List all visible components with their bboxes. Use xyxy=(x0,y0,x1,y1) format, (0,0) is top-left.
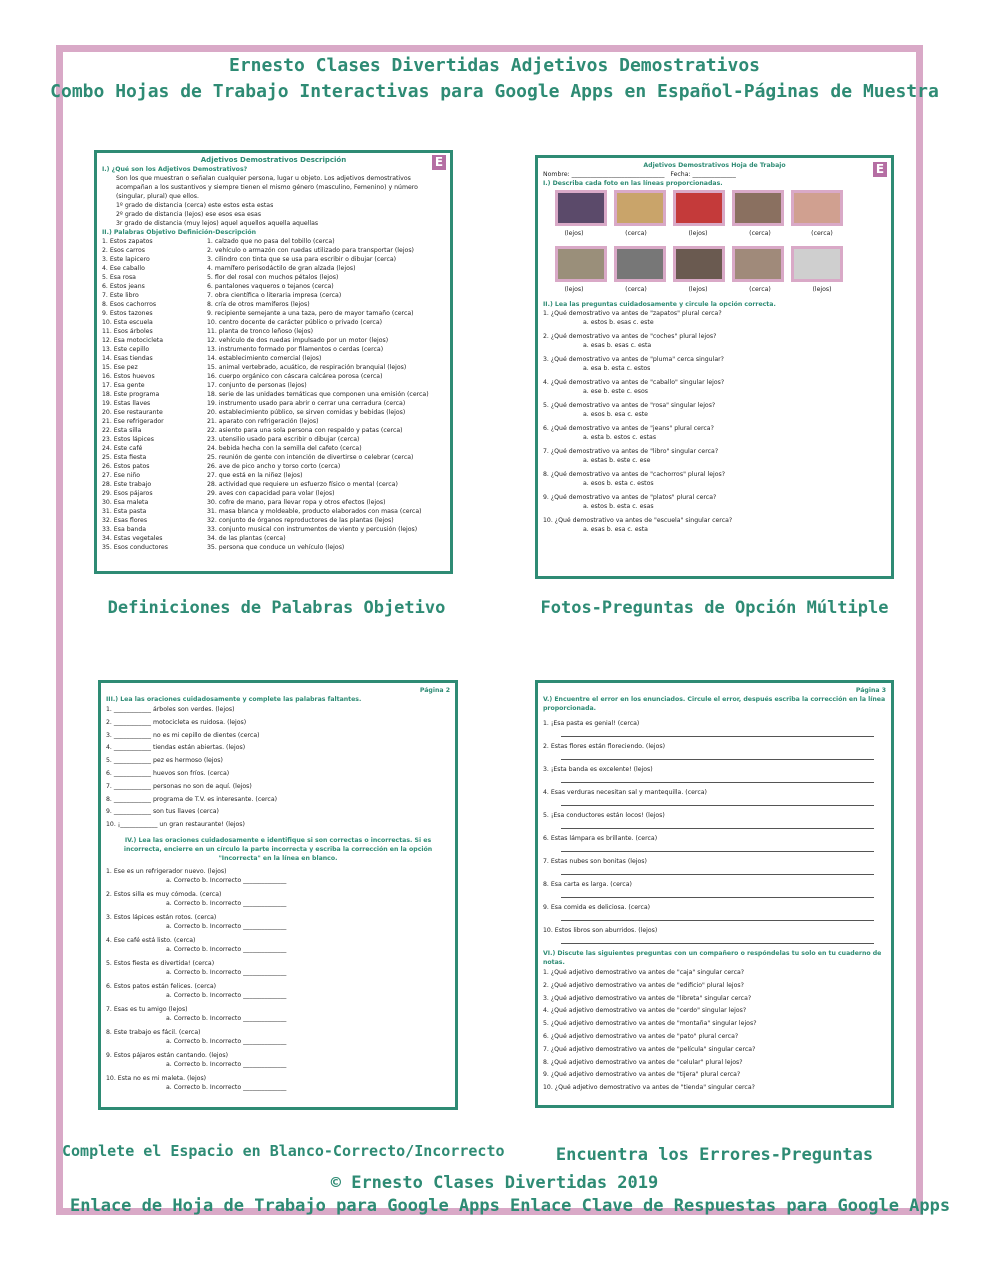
intro-text: Son los que muestran o señalan cualquier persona, lugar u objeto. Los adjetivos demostrativos acompañan a los sustantivos y siempre tienen el mismo género (masculino, Femenino) y número (singular, plural) que ellos. xyxy=(116,175,418,200)
section-heading: II.) Lea las preguntas cuidadosamente y circule la opción correcta. xyxy=(543,301,776,308)
list-item: 12. Esa motocicleta xyxy=(102,337,163,344)
question-text: 3. Estos lápices están rotos. (cerca) xyxy=(106,913,217,921)
section-heading: IV.) Lea las oraciones cuidadosamente e identifique si son correctas o incorrectas. Si es incorrecta, encierre en un círculo la parte incorrecta y escriba la corrección en la opción "Incorrecta" en la línea en blanco. xyxy=(123,836,433,862)
photo-label: (lejos) xyxy=(688,286,708,293)
question-options: a. esta b. estos c. estas xyxy=(583,434,657,441)
list-item: 8. Esa carta es larga. (cerca) xyxy=(543,881,632,888)
worksheet-fill-blank xyxy=(98,680,458,1110)
list-item: 11. Esos árboles xyxy=(102,328,153,335)
section-heading: III.) Lea las oraciones cuidadosamente y complete las palabras faltantes. xyxy=(106,696,362,703)
list-item: 1. ¡Esa pasta es genial! (cerca) xyxy=(543,720,640,727)
list-item: 25. Esta fiesta xyxy=(102,454,147,461)
question-text: 5. Estos fiesta es divertida! (cerca) xyxy=(106,959,215,967)
list-item: 6. ____________ huevos son fríos. (cerca) xyxy=(106,769,230,777)
section-heading: VI.) Discute las siguientes preguntas con un compañero o respóndelas tu solo en tu cuaderno de notas. xyxy=(543,950,882,966)
list-item: 21. aparato con refrigeración (lejos) xyxy=(207,418,319,425)
list-item: 4. ¿Qué adjetivo demostrativo va antes de "cerdo" singular lejos? xyxy=(543,1007,747,1015)
list-item: 5. Esa rosa xyxy=(102,274,136,281)
list-item: 10. Esta escuela xyxy=(102,319,153,326)
demonstrative-table xyxy=(102,201,445,228)
list-item: 10. Estos libros son aburridos. (lejos) xyxy=(543,927,658,934)
list-item: 8. Esos cachorros xyxy=(102,301,157,308)
section-heading: I.) ¿Qué son los Adjetivos Demostrativos? xyxy=(102,166,248,173)
list-item: 17. conjunto de personas (lejos) xyxy=(207,382,307,389)
answer-line[interactable] xyxy=(561,751,874,760)
list-item: 25. reunión de gente con intención de divertirse o celebrar (cerca) xyxy=(207,454,414,461)
answer-options: a. Correcto b. Incorrecto ______________ xyxy=(166,1037,287,1045)
photo-image xyxy=(555,246,607,282)
question-text: 8. ¿Qué demostrativo va antes de "cachorros" plural lejos? xyxy=(543,471,726,478)
answer-options: a. Correcto b. Incorrecto ______________ xyxy=(166,945,287,953)
sheet-title: Adjetivos Demostrativos Descripción xyxy=(200,156,347,164)
question-text: 1. Ese es un refrigerador nuevo. (lejos) xyxy=(106,867,227,875)
list-item: 35. persona que conduce un vehículo (lejos) xyxy=(207,544,345,551)
answer-options: a. Correcto b. Incorrecto ______________ xyxy=(166,1083,287,1091)
list-item: 6. ¿Qué adjetivo demostrativo va antes de "pato" plural cerca? xyxy=(543,1032,739,1040)
list-item: 21. Ese refrigerador xyxy=(102,418,164,425)
logo-icon: E xyxy=(873,162,887,177)
table-row: 3r grado de distancia (muy lejos) aquel aquellos aquella aquellas xyxy=(116,220,319,227)
section-heading: II.) Palabras Objetivo Definición-Descripción xyxy=(102,229,256,236)
blank-list xyxy=(106,704,450,832)
list-item: 4. Esas verduras necesitan sal y mantequilla. (cerca) xyxy=(543,789,707,796)
list-item: 2. vehículo o armazón con ruedas utilizado para transportar (lejos) xyxy=(207,247,414,254)
answer-options: a. Correcto b. Incorrecto ______________ xyxy=(166,922,287,930)
photo-labels xyxy=(543,285,886,294)
photo-image xyxy=(555,190,607,226)
copyright: © Ernesto Clases Divertidas 2019 xyxy=(330,1173,659,1193)
list-item: 3. ¿Qué adjetivo demostrativo va antes de "libreta" singular cerca? xyxy=(543,994,752,1002)
list-item: 3. ____________ no es mi cepillo de dientes (cerca) xyxy=(106,731,260,739)
list-item: 27. que está en la niñez (lejos) xyxy=(207,472,303,479)
list-item: 19. instrumento usado para abrir o cerrar una cerradura (cerca) xyxy=(207,400,406,407)
list-item: 31. Esta pasta xyxy=(102,508,147,515)
question-text: 3. ¿Qué demostrativo va antes de "pluma" cerca singular? xyxy=(543,356,724,363)
list-item: 33. Esa banda xyxy=(102,526,147,533)
table-row: 2º grado de distancia (lejos) ese esos esa esas xyxy=(116,211,262,218)
list-item: 8. ____________ programa de T.V. es interesante. (cerca) xyxy=(106,795,278,803)
correct-incorrect-list xyxy=(106,867,450,1092)
list-item: 2. ¿Qué adjetivo demostrativo va antes de "edificio" plural lejos? xyxy=(543,981,744,989)
question-text: 5. ¿Qué demostrativo va antes de "rosa" singular lejos? xyxy=(543,402,716,409)
page-number: Página 3 xyxy=(855,687,886,694)
list-item: 13. instrumento formado por filamentos o cerdas (cerca) xyxy=(207,346,384,353)
table-row: 1º grado de distancia (cerca) este estos esta estas xyxy=(116,202,274,209)
photo-row xyxy=(543,188,886,229)
list-item: 27. Ese niño xyxy=(102,472,141,479)
date-field[interactable]: Fecha: ______________ xyxy=(670,171,736,178)
photo-image xyxy=(732,190,784,226)
answer-line[interactable] xyxy=(561,889,874,898)
list-item: 26. ave de pico ancho y torso corto (cerca) xyxy=(207,463,341,470)
list-item: 20. Ese restaurante xyxy=(102,409,163,416)
photo-labels xyxy=(543,229,886,238)
photo-label: (cerca) xyxy=(749,230,771,237)
photo-image xyxy=(673,246,725,282)
list-item: 12. vehículo de dos ruedas impulsado por un motor (lejos) xyxy=(207,337,389,344)
list-item: 1. calzado que no pasa del tobillo (cerca) xyxy=(207,238,335,245)
list-item: 9. ¿Qué adjetivo demostrativo va antes de "tijera" plural cerca? xyxy=(543,1071,741,1079)
list-item: 4. ____________ tiendas están abiertas. (lejos) xyxy=(106,744,246,752)
list-item: 34. de las plantas (cerca) xyxy=(207,535,286,542)
list-item: 30. cofre de mano, para llevar ropa y otros efectos (lejos) xyxy=(207,499,386,506)
list-item: 10. centro docente de carácter público o privado (cerca) xyxy=(207,319,383,326)
worksheet-errors xyxy=(535,680,894,1108)
list-item: 3. ¡Esta banda es excelente! (lejos) xyxy=(543,766,653,773)
list-item: 5. ¡Esa conductores están locos! (lejos) xyxy=(543,812,665,819)
list-item: 18. serie de las unidades temáticas que componen una emisión (cerca) xyxy=(207,391,429,398)
question-text: 10. ¿Qué demostrativo va antes de "escuela" singular cerca? xyxy=(543,517,733,524)
list-item: 2. Esos carros xyxy=(102,247,146,254)
caption-photos: Fotos-Preguntas de Opción Múltiple xyxy=(540,598,889,618)
list-item: 4. Ese caballo xyxy=(102,265,145,272)
list-item: 10. ¿Qué adjetivo demostrativo va antes de "tienda" singular cerca? xyxy=(543,1084,755,1092)
list-item: 3. cilindro con tinta que se usa para escribir o dibujar (cerca) xyxy=(207,256,397,263)
question-options: a. esos b. esa c. este xyxy=(583,411,648,418)
list-item: 22. Esta silla xyxy=(102,427,142,434)
list-item: 28. actividad que requiere un esfuerzo físico o mental (cerca) xyxy=(207,481,398,488)
list-item: 24. Este café xyxy=(102,445,143,452)
list-item: 23. Estos lápices xyxy=(102,436,154,443)
question-text: 1. ¿Qué demostrativo va antes de "zapatos" plural cerca? xyxy=(543,310,722,317)
answer-options: a. Correcto b. Incorrecto ______________ xyxy=(166,991,287,999)
question-options: a. estos b. esta c. esas xyxy=(583,503,654,510)
discussion-list xyxy=(543,967,886,1095)
question-options: a. esos b. esta c. estos xyxy=(583,480,654,487)
question-options: a. estas b. este c. ese xyxy=(583,457,651,464)
list-item: 19. Estas llaves xyxy=(102,400,151,407)
list-item: 7. obra científica o literaria impresa (cerca) xyxy=(207,292,342,299)
list-item: 15. animal vertebrado, acuático, de respiración branquial (lejos) xyxy=(207,364,407,371)
list-item: 16. cuerpo orgánico con cáscara calcárea porosa (cerca) xyxy=(207,373,383,380)
list-item: 14. establecimiento comercial (lejos) xyxy=(207,355,322,362)
worksheet-photos xyxy=(535,155,894,579)
logo-icon: E xyxy=(432,155,446,170)
list-item: 17. Esa gente xyxy=(102,382,145,389)
list-item: 1. ____________ árboles son verdes. (lejos) xyxy=(106,706,235,713)
answer-line[interactable] xyxy=(561,866,874,875)
name-field[interactable]: Nombre: ______________________________ xyxy=(543,171,665,178)
list-item: 33. conjunto musical con instrumentos de viento y percusión (lejos) xyxy=(207,526,418,533)
list-item: 32. Esas flores xyxy=(102,517,148,524)
photo-image xyxy=(673,190,725,226)
answer-options: a. Correcto b. Incorrecto ______________ xyxy=(166,899,287,907)
list-item: 10. ¡____________ un gran restaurante! (lejos) xyxy=(106,821,245,829)
word-list xyxy=(102,237,207,552)
page-number: Página 2 xyxy=(419,687,450,694)
question-text: 9. Estos pájaros están cantando. (lejos) xyxy=(106,1051,229,1059)
sheet-title: Adjetivos Demostrativos Hoja de Trabajo xyxy=(643,162,786,169)
question-text: 6. Estos patos están felices. (cerca) xyxy=(106,982,217,990)
answer-line[interactable] xyxy=(561,912,874,921)
list-item: 18. Este programa xyxy=(102,391,160,398)
list-item: 15. Ese pez xyxy=(102,364,138,371)
question-options: a. estos b. esas c. este xyxy=(583,319,654,326)
question-text: 7. ¿Qué demostrativo va antes de "libro" singular cerca? xyxy=(543,448,719,455)
question-text: 4. Ese café está listo. (cerca) xyxy=(106,936,196,944)
list-item: 32. conjunto de órganos reproductores de las plantas (lejos) xyxy=(207,517,394,524)
definition-list xyxy=(207,237,445,552)
photo-image xyxy=(614,246,666,282)
answer-line[interactable] xyxy=(561,797,874,806)
list-item: 6. pantalones vaqueros o tejanos (cerca) xyxy=(207,283,334,290)
answer-options: a. Correcto b. Incorrecto ______________ xyxy=(166,1060,287,1068)
photo-label: (cerca) xyxy=(811,230,833,237)
photo-label: (lejos) xyxy=(812,286,832,293)
question-text: 10. Esta no es mi maleta. (lejos) xyxy=(106,1074,207,1082)
section-heading: V.) Encuentre el error en los enunciados. Circule el error, después escriba la corrección en la línea proporcionada. xyxy=(543,696,886,712)
list-item: 9. Estos tazones xyxy=(102,310,153,317)
list-item: 5. ¿Qué adjetivo demostrativo va antes de "montaña" singular lejos? xyxy=(543,1020,757,1028)
question-options: a. esas b. esa c. esta xyxy=(583,526,648,533)
page-subtitle: Combo Hojas de Trabajo Interactivas para Google Apps en Español-Páginas de Muestra xyxy=(50,81,939,102)
list-item: 3. Este lapicero xyxy=(102,256,150,263)
list-item: 30. Esa maleta xyxy=(102,499,149,506)
section-heading: I.) Describa cada foto en las líneas proporcionadas. xyxy=(543,180,723,187)
photo-label: (lejos) xyxy=(564,230,584,237)
list-item: 1. ¿Qué adjetivo demostrativo va antes de "caja" singular cerca? xyxy=(543,969,745,976)
list-item: 2. Estas flores están floreciendo. (lejos) xyxy=(543,743,666,750)
list-item: 2. ____________ motocicleta es ruidosa. (lejos) xyxy=(106,718,247,726)
list-item: 9. recipiente semejante a una taza, pero de mayor tamaño (cerca) xyxy=(207,310,414,317)
photo-row xyxy=(543,244,886,285)
list-item: 22. asiento para una sola persona con respaldo y patas (cerca) xyxy=(207,427,403,434)
answer-options: a. Correcto b. Incorrecto ______________ xyxy=(166,876,287,884)
question-text: 2. Estos silla es muy cómoda. (cerca) xyxy=(106,890,222,898)
worksheet-definitions xyxy=(94,150,453,574)
question-text: 7. Esas es tu amigo (lejos) xyxy=(106,1005,188,1013)
photo-label: (lejos) xyxy=(564,286,584,293)
photo-image xyxy=(791,190,843,226)
answer-key-link[interactable]: Enlace Clave de Respuestas para Google Apps xyxy=(510,1196,951,1216)
list-item: 6. Estos jeans xyxy=(102,283,145,290)
question-text: 4. ¿Qué demostrativo va antes de "caballo" singular lejos? xyxy=(543,379,725,386)
list-item: 9. Esa comida es deliciosa. (cerca) xyxy=(543,904,651,911)
answer-options: a. Correcto b. Incorrecto ______________ xyxy=(166,1014,287,1022)
list-item: 34. Estas vegetales xyxy=(102,535,163,542)
list-item: 16. Estos huevos xyxy=(102,373,155,380)
worksheet-link[interactable]: Enlace de Hoja de Trabajo para Google Apps xyxy=(70,1196,500,1216)
list-item: 28. Este trabajo xyxy=(102,481,152,488)
question-text: 8. Este trabajo es fácil. (cerca) xyxy=(106,1028,201,1036)
question-options: a. esa b. esta c. estos xyxy=(583,365,651,372)
page-title: Ernesto Clases Divertidas Adjetivos Demostrativos xyxy=(228,55,760,76)
list-item: 5. flor del rosal con muchos pétalos (lejos) xyxy=(207,274,339,281)
list-item: 23. utensilio usado para escribir o dibujar (cerca) xyxy=(207,436,360,443)
list-item: 8. cría de otros mamíferos (lejos) xyxy=(207,301,310,308)
question-text: 2. ¿Qué demostrativo va antes de "coches" plural lejos? xyxy=(543,333,717,340)
photo-image xyxy=(732,246,784,282)
list-item: 13. Este cepillo xyxy=(102,346,150,353)
list-item: 9. ____________ son tus llaves (cerca) xyxy=(106,808,219,816)
photo-label: (lejos) xyxy=(688,230,708,237)
list-item: 4. mamífero perisodáctilo de gran alzada (lejos) xyxy=(207,265,356,272)
caption-fill-blank: Complete el Espacio en Blanco-Correcto/Incorrecto xyxy=(62,1142,505,1160)
list-item: 24. bebida hecha con la semilla del cafeto (cerca) xyxy=(207,445,362,452)
answer-line[interactable] xyxy=(561,843,874,852)
answer-line[interactable] xyxy=(561,820,874,829)
list-item: 11. planta de tronco leñoso (lejos) xyxy=(207,328,314,335)
list-item: 6. Estas lámpara es brillante. (cerca) xyxy=(543,835,658,842)
list-item: 14. Esas tiendas xyxy=(102,355,153,362)
error-list xyxy=(543,719,886,944)
caption-definitions: Definiciones de Palabras Objetivo xyxy=(107,598,446,618)
list-item: 29. Esos pájaros xyxy=(102,490,153,497)
list-item: 26. Estos patos xyxy=(102,463,150,470)
list-item: 7. ¿Qué adjetivo demostrativo va antes de "película" singular cerca? xyxy=(543,1045,756,1053)
answer-options: a. Correcto b. Incorrecto ______________ xyxy=(166,968,287,976)
answer-line[interactable] xyxy=(561,774,874,783)
answer-line[interactable] xyxy=(561,728,874,737)
list-item: 8. ¿Qué adjetivo demostrativo va antes de "celular" plural lejos? xyxy=(543,1058,743,1066)
question-options: a. esas b. esas c. esta xyxy=(583,342,652,349)
question-list xyxy=(543,309,886,534)
caption-errors: Encuentra los Errores-Preguntas xyxy=(555,1145,874,1165)
list-item: 20. establecimiento público, se sirven comidas y bebidas (lejos) xyxy=(207,409,406,416)
question-options: a. ese b. este c. esos xyxy=(583,388,648,395)
list-item: 29. aves con capacidad para volar (lejos) xyxy=(207,490,335,497)
list-item: 7. Este libro xyxy=(102,292,139,299)
photo-image xyxy=(791,246,843,282)
photo-label: (cerca) xyxy=(625,230,647,237)
list-item: 35. Esos conductores xyxy=(102,544,168,551)
photo-label: (cerca) xyxy=(625,286,647,293)
list-item: 5. ____________ pez es hermoso (lejos) xyxy=(106,757,223,765)
answer-line[interactable] xyxy=(561,935,874,944)
list-item: 7. ____________ personas no son de aquí. (lejos) xyxy=(106,782,252,790)
list-item: 31. masa blanca y moldeable, producto elaborados con masa (cerca) xyxy=(207,508,422,515)
question-text: 9. ¿Qué demostrativo va antes de "platos" plural cerca? xyxy=(543,494,717,501)
list-item: 7. Estas nubes son bonitas (lejos) xyxy=(543,858,647,865)
photo-image xyxy=(614,190,666,226)
list-item: 1. Estos zapatos xyxy=(102,238,153,245)
question-text: 6. ¿Qué demostrativo va antes de "jeans" plural cerca? xyxy=(543,425,714,432)
photo-label: (cerca) xyxy=(749,286,771,293)
